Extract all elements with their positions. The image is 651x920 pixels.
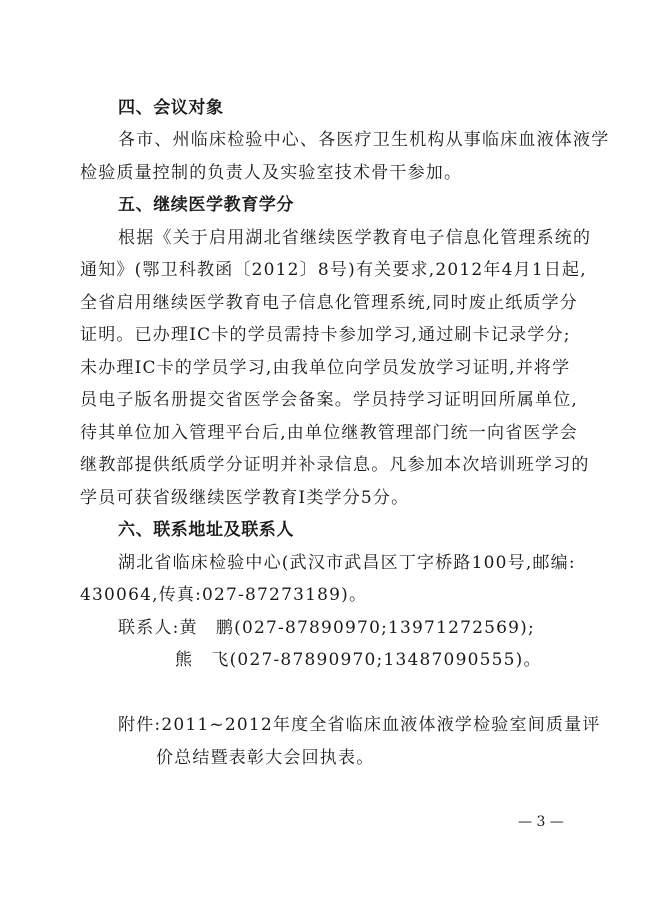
paragraph-line: 根据《关于启用湖北省继续医学教育电子信息化管理系统的: [118, 228, 592, 248]
paragraph-line: 继教部提供纸质学分证明并补录信息。凡参加本次培训班学习的: [80, 455, 590, 475]
contact-line: 熊 飞(027-87890970;13487090555)。: [175, 650, 542, 670]
page-number: — 3 —: [518, 814, 564, 830]
section-heading-4: 四、会议对象: [118, 98, 224, 118]
section-heading-5: 五、继续医学教育学分: [118, 195, 294, 215]
contact-line: 联系人:黄 鹏(027-87890970;13971272569);: [118, 618, 535, 638]
section-heading-6: 六、联系地址及联系人: [118, 520, 294, 540]
paragraph-line: 待其单位加入管理平台后,由单位继教管理部门统一向省医学会: [80, 423, 579, 443]
paragraph-line: 全省启用继续医学教育电子信息化管理系统,同时废止纸质学分: [80, 293, 579, 313]
annex-line: 价总结暨表彰大会回执表。: [156, 748, 375, 768]
address-line: 430064,传真:027-87273189)。: [80, 585, 368, 605]
paragraph-line: 未办理IC卡的学员学习,由我单位向学员发放学习证明,并将学: [80, 358, 571, 378]
address-line: 湖北省临床检验中心(武汉市武昌区丁字桥路100号,邮编:: [118, 553, 576, 573]
paragraph-line: 通知》(鄂卫科教函〔2012〕8号)有关要求,2012年4月1日起,: [80, 260, 587, 280]
paragraph-line: 检验质量控制的负责人及实验室技术骨干参加。: [80, 163, 463, 183]
paragraph-line: 员电子版名册提交省医学会备案。学员持学习证明回所属单位,: [80, 390, 579, 410]
paragraph-line: 证明。已办理IC卡的学员需持卡参加学习,通过刷卡记录学分;: [80, 325, 571, 345]
annex-line: 附件:2011~2012年度全省临床血液体液学检验室间质量评: [118, 715, 601, 735]
paragraph-line: 各市、州临床检验中心、各医疗卫生机构从事临床血液体液学: [118, 130, 610, 150]
paragraph-line: 学员可获省级继续医学教育Ⅰ类学分5分。: [80, 488, 410, 508]
